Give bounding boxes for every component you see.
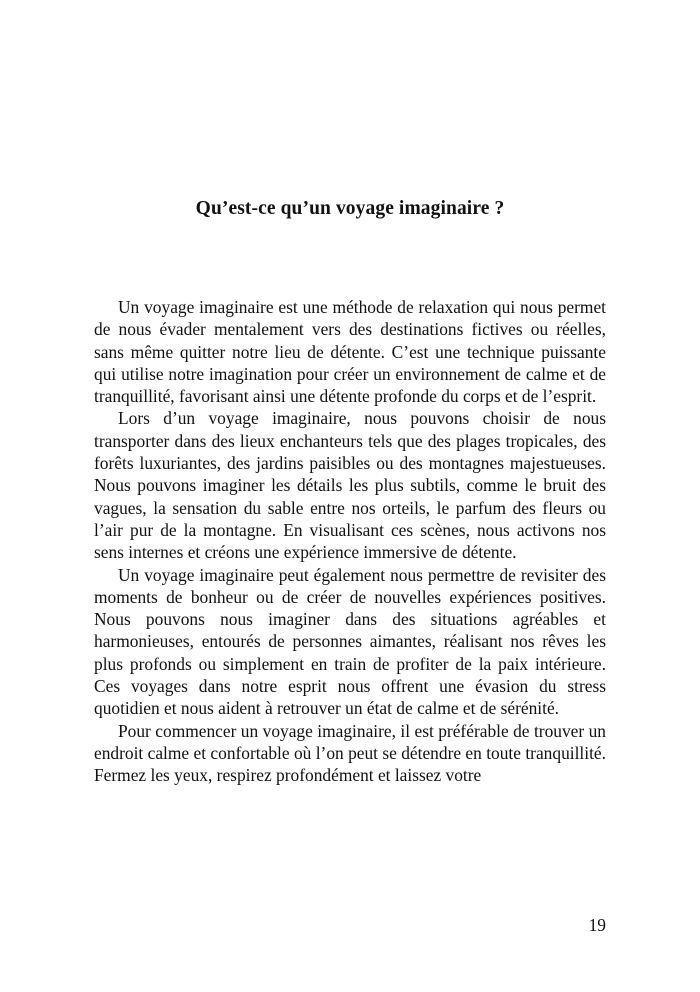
page-number: 19 [588, 915, 606, 935]
paragraph: Un voyage imaginaire est une méthode de relaxation qui nous permet de nous évader mentalement vers des destinations fictives ou réelles, sans même quitter notre lieu de détente. C’est une technique puissante qui utilise notre imagination pour créer un environnement de calme et de tranquillité, favorisant ainsi une détente profonde du corps et de l’esprit. [94, 297, 606, 407]
chapter-title: Qu’est-ce qu’un voyage imaginaire ? [195, 198, 505, 219]
body-text [94, 296, 606, 787]
paragraph: Lors d’un voyage imaginaire, nous pouvons choisir de nous transporter dans des lieux enchanteurs tels que des plages tropicales, des forêts luxuriantes, des jardins paisibles ou des montagnes majestueuses. Nous pouvons imaginer les détails les plus subtils, comme le bruit des vagues, la sensation du sable entre nos orteils, le parfum des fleurs ou l’air pur de la montagne. En visualisant ces scènes, nous activons nos sens internes et créons une expérience immersive de détente. [94, 408, 606, 563]
paragraph: Un voyage imaginaire peut également nous permettre de revisiter des moments de bonheur ou de créer de nouvelles expériences positives. Nous pouvons nous imaginer dans des situations agréables et harmonieuses, entourés de personnes aimantes, réalisant nos rêves les plus profonds ou simplement en train de profiter de la paix intérieure. Ces voyages dans notre esprit nous offrent une évasion du stress quotidien et nous aident à retrouver un état de calme et de sérénité. [94, 564, 606, 719]
paragraph: Pour commencer un voyage imaginaire, il est préférable de trouver un endroit calme et confortable où l’on peut se détendre en toute tranquillité. Fermez les yeux, respirez profondément et laissez votre [94, 720, 606, 786]
